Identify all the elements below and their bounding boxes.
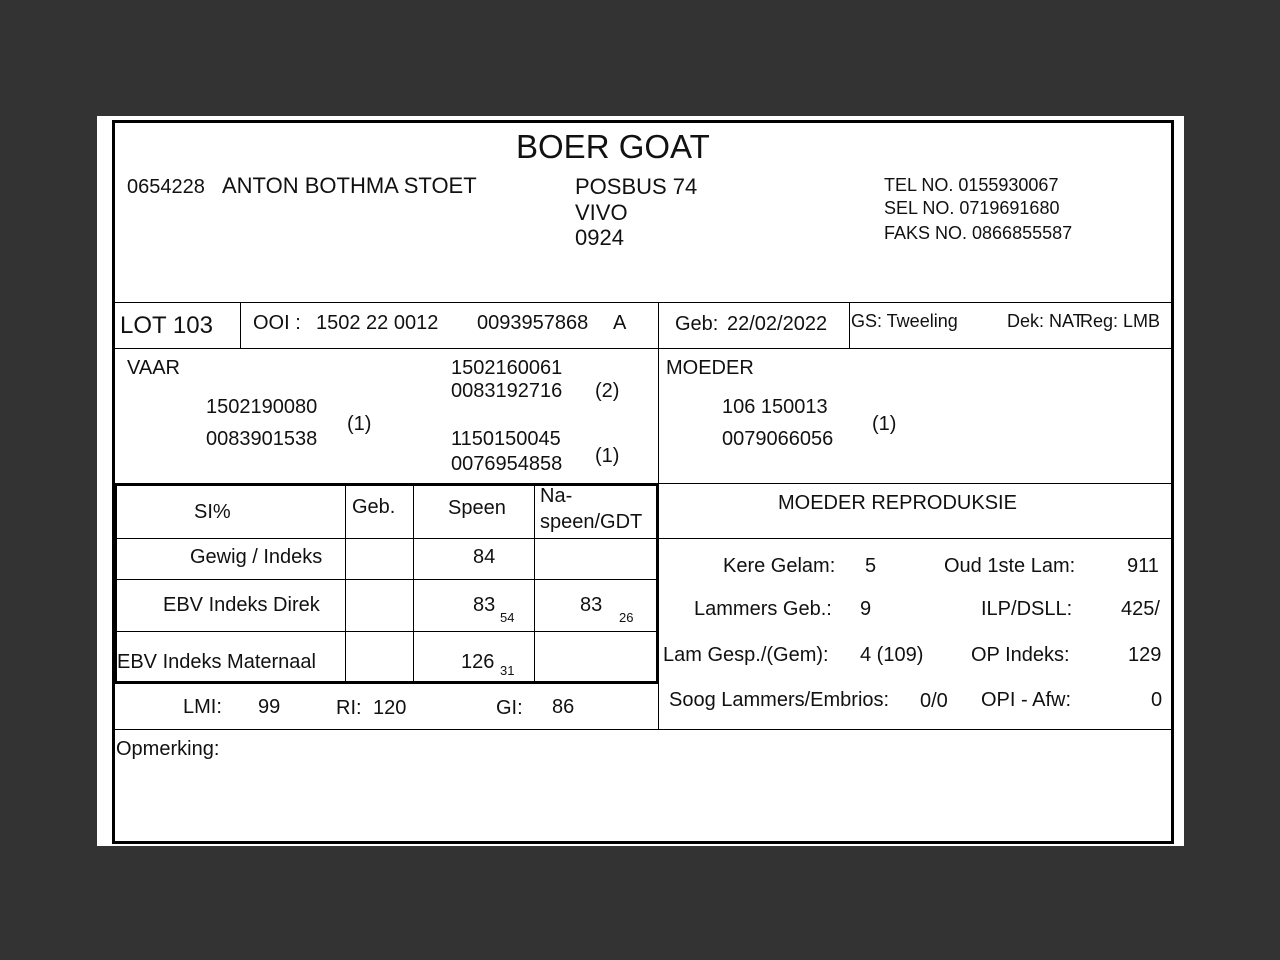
tel-number: TEL NO. 0155930067 [884, 175, 1059, 195]
si-row-gewig-label: Gewig / Indeks [190, 546, 323, 568]
si-header-geb: Geb. [352, 496, 396, 518]
sel-number: SEL NO. 0719691680 [884, 198, 1060, 218]
address-line-3: 0924 [575, 225, 624, 250]
opi-value: 0 [1151, 689, 1163, 711]
address-line-1: POSBUS 74 [575, 174, 698, 199]
divider-remarks [114, 729, 1172, 730]
gi-value: 86 [552, 696, 575, 718]
op-value: 129 [1128, 644, 1162, 666]
si-table-right [656, 483, 659, 684]
si-header-speen: Speen [448, 497, 506, 519]
si-row2-bottom [114, 631, 658, 632]
dek-value: Dek: NAT [1007, 311, 1084, 331]
moeder-count: (1) [872, 413, 897, 435]
divider-lot-cell [240, 302, 241, 348]
si-col-geb [345, 485, 346, 682]
opi-label: OPI - Afw: [981, 689, 1072, 711]
vaar-label: VAAR [127, 357, 180, 379]
geb-date: 22/02/2022 [727, 313, 828, 335]
lmi-label: LMI: [183, 696, 222, 718]
ri-value: 120 [373, 697, 407, 719]
vaar-count: (1) [347, 413, 372, 435]
si-row1-bottom [114, 579, 658, 580]
si-row-direk-naspeen-sub: 26 [619, 610, 634, 625]
divider-geb-cell [849, 302, 850, 348]
si-row-maternaal-speen-sub: 31 [500, 663, 515, 678]
si-table-bottom [114, 681, 659, 684]
op-label: OP Indeks: [971, 644, 1070, 666]
lmi-value: 99 [258, 696, 281, 718]
moeder-id-1: 106 150013 [722, 396, 828, 418]
vaar-sire-count: (2) [595, 380, 620, 402]
si-header-si: SI% [194, 501, 231, 523]
vaar-dam-id-1: 1150150045 [451, 428, 561, 450]
moeder-label: MOEDER [666, 357, 754, 379]
si-row-direk-speen: 83 [473, 594, 496, 616]
faks-number: FAKS NO. 0866855587 [884, 223, 1073, 243]
vaar-id-2: 0083901538 [206, 428, 318, 450]
si-col-speen [413, 485, 414, 682]
ooi-id: 0093957868 [477, 312, 589, 334]
remarks-label: Opmerking: [116, 738, 220, 760]
vaar-id-1: 1502190080 [206, 396, 318, 418]
repro-top [659, 483, 1172, 484]
kere-value: 5 [865, 555, 877, 577]
si-row-direk-naspeen: 83 [580, 594, 603, 616]
si-table-top [114, 483, 659, 486]
si-row-maternaal-speen: 126 [461, 651, 495, 673]
repro-title: MOEDER REPRODUKSIE [778, 492, 1017, 514]
card-title: BOER GOAT [516, 128, 710, 165]
lot-label: LOT 103 [120, 312, 213, 339]
kere-label: Kere Gelam: [723, 555, 836, 577]
ooi-grade: A [613, 312, 627, 334]
oud-label: Oud 1ste Lam: [944, 555, 1076, 577]
reg-value: Reg: LMB [1080, 311, 1161, 331]
si-row-direk-speen-sub: 54 [500, 610, 515, 625]
si-row-gewig-speen: 84 [473, 546, 496, 568]
vaar-sire-id-2: 0083192716 [451, 380, 563, 402]
breeder-name: ANTON BOTHMA STOET [222, 173, 477, 198]
address-line-2: VIVO [575, 200, 628, 225]
si-header-bottom [114, 538, 1172, 539]
divider-lot [114, 348, 1172, 349]
gesp-label: Lam Gesp./(Gem): [663, 644, 829, 666]
si-header-naspeen-2: speen/GDT [540, 511, 643, 533]
gesp-value: 4 (109) [860, 644, 924, 666]
ri-label: RI: [336, 697, 362, 719]
si-header-naspeen-1: Na- [540, 485, 573, 507]
ooi-label: OOI : [253, 312, 301, 334]
ilp-value: 425/ [1121, 598, 1160, 620]
lammers-label: Lammers Geb.: [694, 598, 832, 620]
si-row-direk-label: EBV Indeks Direk [163, 594, 320, 616]
vaar-dam-count: (1) [595, 445, 620, 467]
lammers-value: 9 [860, 598, 872, 620]
moeder-id-2: 0079066056 [722, 428, 834, 450]
divider-header [114, 302, 1172, 303]
gs-value: GS: Tweeling [851, 311, 958, 331]
si-col-naspeen [534, 485, 535, 682]
gi-label: GI: [496, 697, 523, 719]
oud-value: 911 [1127, 555, 1159, 577]
ilp-label: ILP/DSLL: [981, 598, 1073, 620]
vaar-dam-id-2: 0076954858 [451, 453, 563, 475]
ooi-number: 1502 22 0012 [316, 312, 439, 334]
soog-label: Soog Lammers/Embrios: [669, 689, 890, 711]
breeder-code: 0654228 [127, 176, 205, 198]
geb-label: Geb: [675, 313, 719, 335]
soog-value: 0/0 [920, 690, 948, 712]
vaar-sire-id-1: 1502160061 [451, 357, 563, 379]
si-row-maternaal-label: EBV Indeks Maternaal [117, 651, 316, 673]
